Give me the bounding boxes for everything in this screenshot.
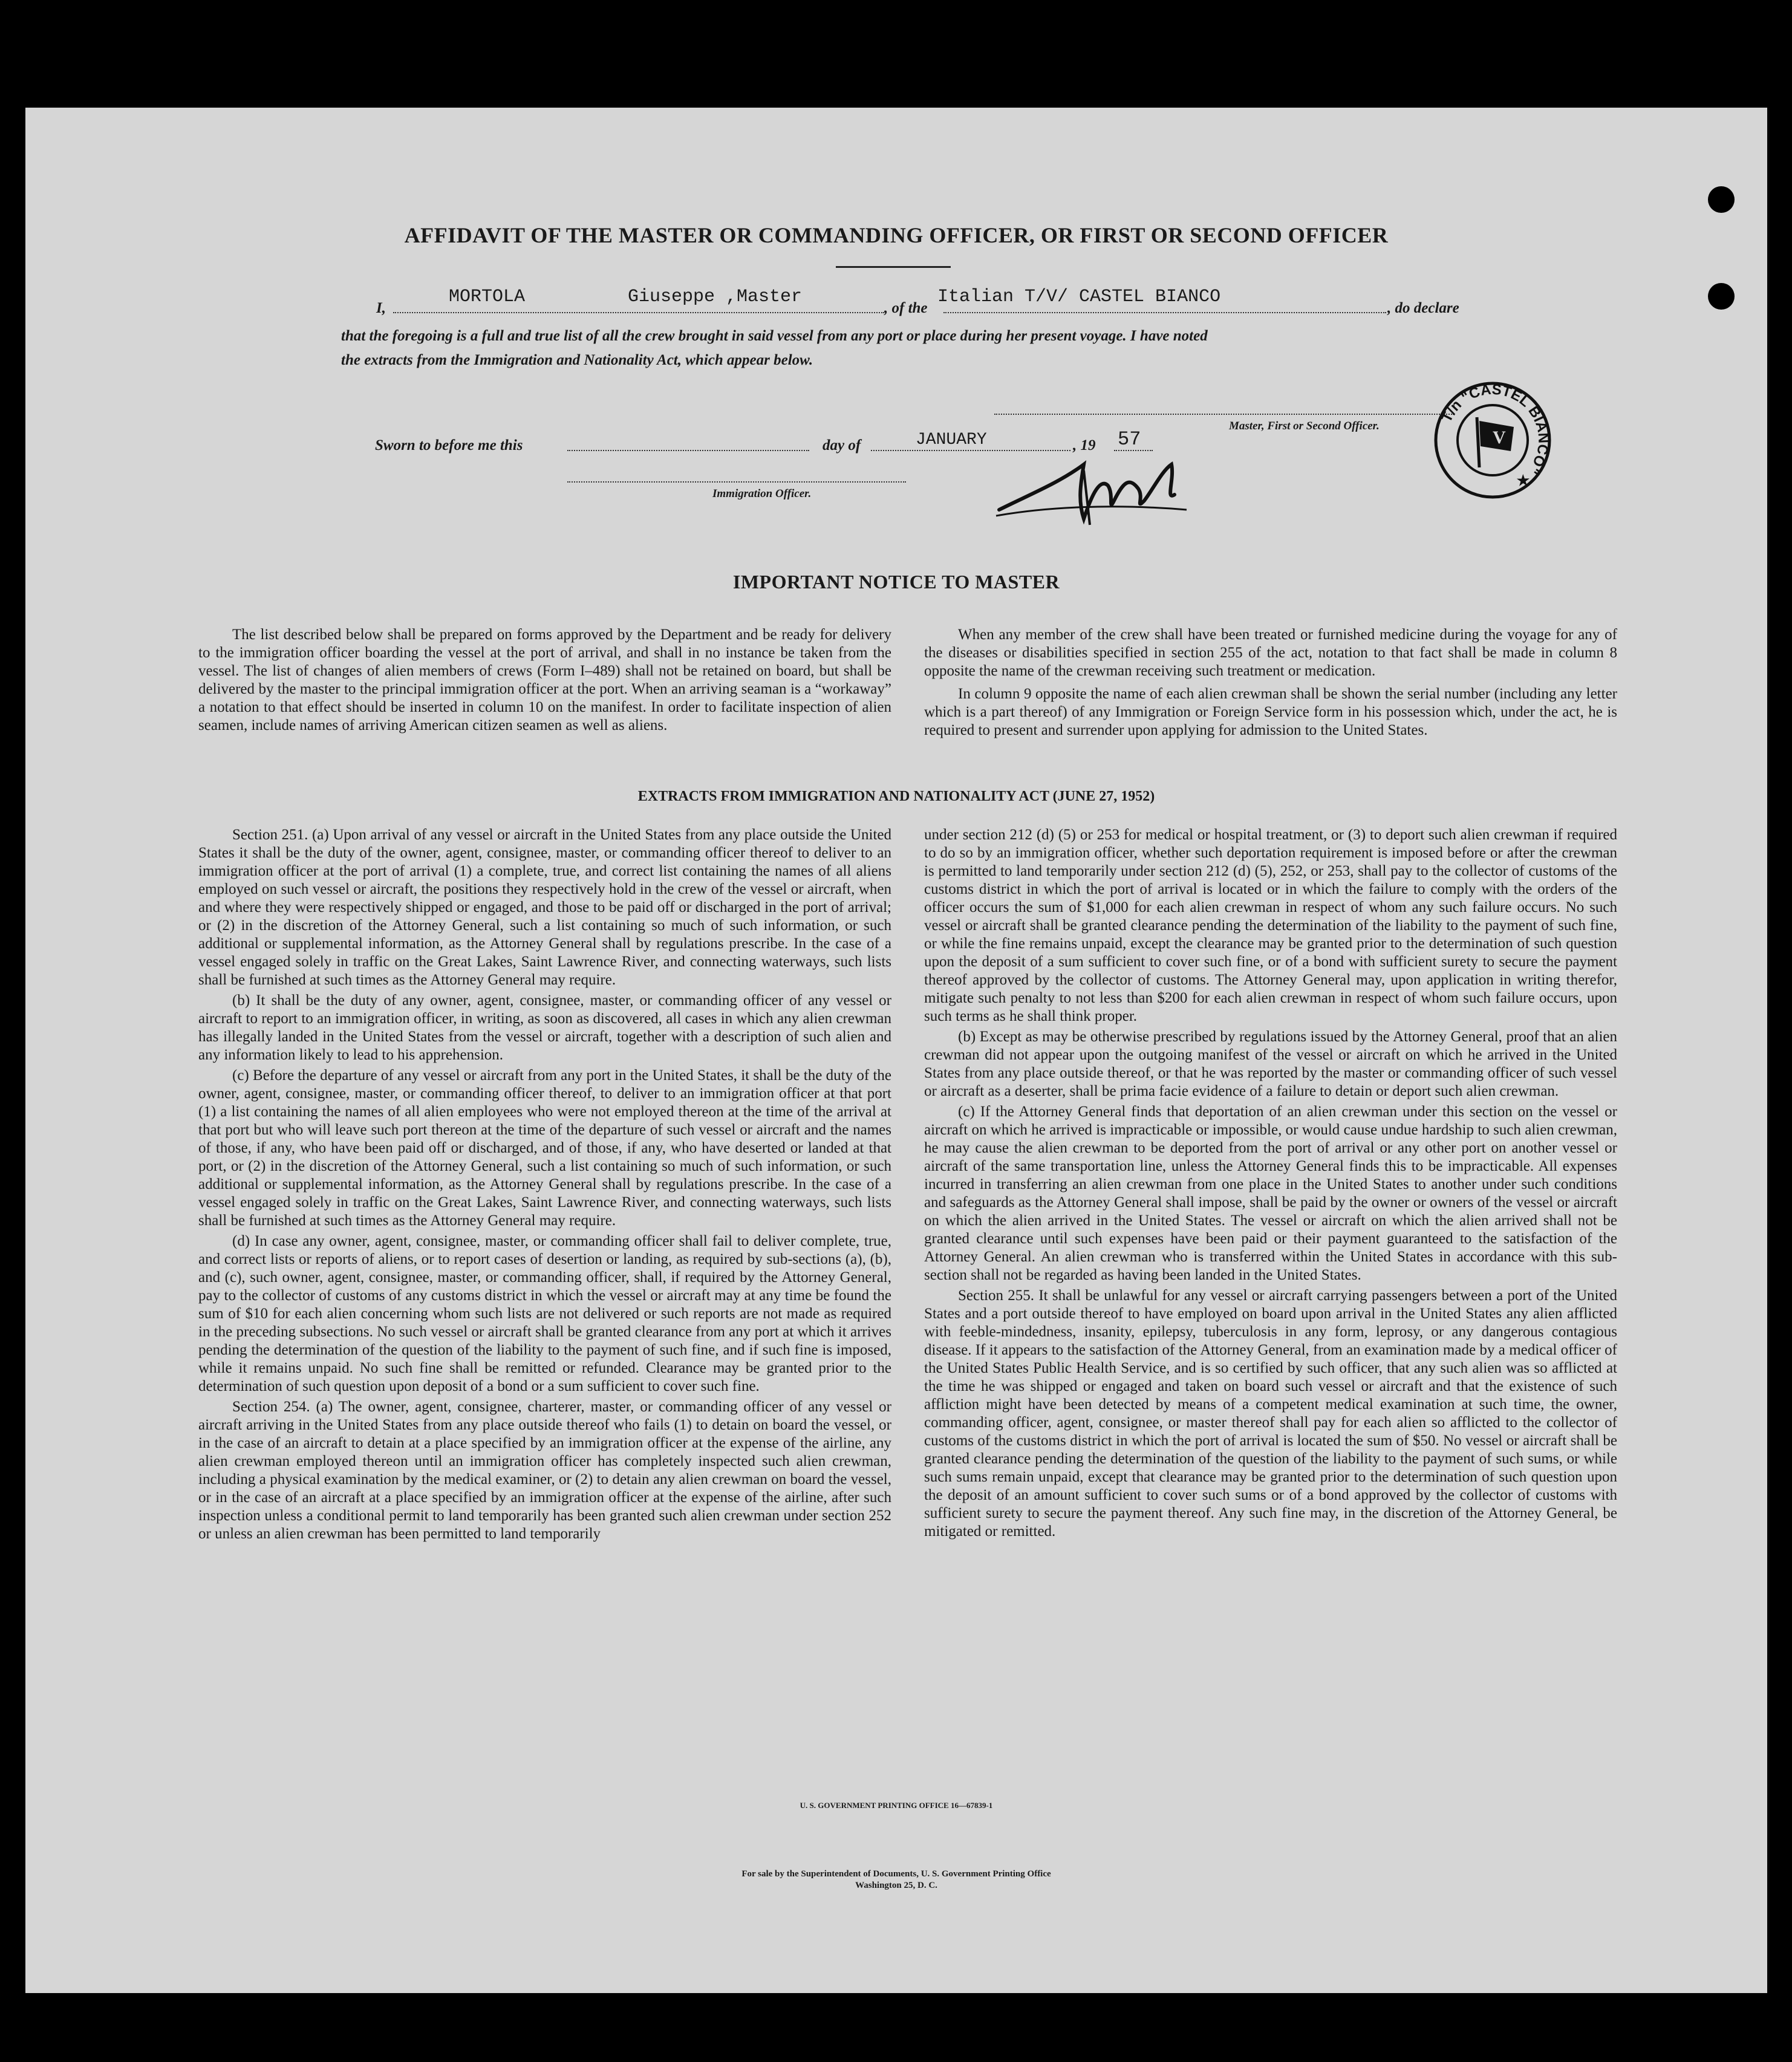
extracts-left-column bbox=[198, 826, 891, 1546]
notice-right-paragraph-2: In column 9 opposite the name of each alien crewman shall be shown the serial number (including any letter which is a part thereof) of any Immigration or Foreign Service form in his possession which, under the act, he is required to present and surrender upon applying for admission to the United States. bbox=[924, 686, 1617, 738]
sworn-day-line bbox=[567, 450, 809, 451]
year-value: 57 bbox=[1118, 428, 1141, 450]
declaration-line-1: that the foregoing is a full and true list of all the crew brought in said vessel from any port or place during her present voyage. I have noted bbox=[341, 328, 1208, 344]
ship-seal bbox=[1432, 380, 1553, 501]
signature-line bbox=[994, 414, 1454, 415]
extract-paragraph: (c) Before the departure of any vessel or aircraft from any port in the United States, it shall be the duty of the owner, agent, consignee, master, or commanding officer thereof, to deliver to an immigration officer at that port (1) a list containing the names of all alien employees who were not employed thereon at the time of the arrival at that port but who will leave such port thereon at the time of the departure of such vessel or aircraft and the names of those, if any, who have been paid off or discharged, and of those, if any, who have deserted or landed at that port, or (2) in the discretion of the Attorney General, such a list containing so much of such information, or such additional or supplemental information, as the Attorney General shall by regulations prescribe. In the case of a vessel engaged solely in traffic on the Great Lakes, Saint Lawrence River, and connecting waterways, such lists shall be furnished at such times as the Attorney General may require. bbox=[198, 1067, 891, 1229]
day-of-label: day of bbox=[823, 437, 861, 454]
vessel-field-line bbox=[943, 312, 1386, 313]
officer-label: Immigration Officer. bbox=[712, 487, 812, 500]
sale-line-2: Washington 25, D. C. bbox=[855, 1881, 937, 1890]
affidavit-title: AFFIDAVIT OF THE MASTER OR COMMANDING OFFICER, OR FIRST OR SECOND OFFICER bbox=[404, 223, 1389, 247]
notice-left-column bbox=[198, 626, 891, 737]
name-field-line bbox=[393, 312, 884, 313]
extract-paragraph: (b) Except as may be otherwise prescribed by regulations issued by the Attorney General, proof that an alien crewman did not appear upon the outgoing manifest of the vessel or aircraft on which he arrived in the United States from any place outside thereof, or that he was reported by the master or commanding officer of such vessel or aircraft as a deserter, shall be prima facie evidence of a failure to detain or deport such alien crewman. bbox=[924, 1029, 1617, 1099]
master-label: Master, First or Second Officer. bbox=[1229, 420, 1380, 432]
notice-right-column bbox=[924, 626, 1617, 742]
extract-paragraph: (c) If the Attorney General finds that deportation of an alien crewman under this section on the vessel or aircraft on which he arrived is impracticable or impossible, or would cause undue hardship to such alien crewman, he may cause the alien crewman to be deported from the port of arrival or any other port on another vessel or aircraft of the same transportation line, unless the Attorney General finds this to be impracticable. All expenses incurred in transferring an alien crewman from one place in the United States to another under such conditions and safeguards as the Attorney General shall impose, shall be paid by the owner or owners of the vessel or aircraft on which the alien arrived in the United States. The vessel or aircraft on which the alien arrived shall not be granted clearance until such expenses have been paid or their payment guaranteed to the satisfaction of the Attorney General. An alien crewman who is transferred within the United States in accordance with this sub-section shall not be regarded as having been landed in the United States. bbox=[924, 1104, 1617, 1283]
extract-paragraph: Section 254. (a) The owner, agent, consignee, charterer, master, or commanding officer of any vessel or aircraft arriving in the United States from any place outside thereof who fails (1) to detain on board the vessel, or in the case of an aircraft to detain at a place specified by an immigration officer at the expense of the airline, any alien crewman employed thereon until an immigration officer has completely inspected such alien crewman, including a physical examination by the medical examiner, or (2) to detain any alien crewman on board the vessel, or in the case of an aircraft at a place specified by an immigration officer at the expense of the airline, after such inspection unless a conditional permit to land temporarily has been granted such alien crewman under section 252 or unless an alien crewman has been permitted to land temporarily bbox=[198, 1399, 891, 1542]
extract-paragraph: Section 251. (a) Upon arrival of any vessel or aircraft in the United States from any place outside the United States it shall be the duty of the owner, agent, consignee, master, or commanding officer thereof to deliver to an immigration officer at the port of arrival (1) a complete, true, and correct list containing the names of all aliens employed on such vessel or aircraft, the positions they respectively hold in the crew of the vessel or aircraft, when and where they were respectively shipped or engaged, and those to be paid off or discharged in the port of arrival; or (2) in the discretion of the Attorney General, such a list containing so much of such information, or such additional or supplemental information, as the Attorney General shall by regulations prescribe. In the case of a vessel engaged solely in traffic on the Great Lakes, Saint Lawrence River, and connecting waterways, such lists shall be furnished at such times as the Attorney General may require. bbox=[198, 827, 891, 988]
sworn-label: Sworn to before me this bbox=[375, 437, 523, 454]
punch-hole bbox=[1708, 186, 1735, 213]
extract-paragraph: (d) In case any owner, agent, consignee, master, or commanding officer shall fail to deliver complete, true, and correct lists or reports of aliens, or to report cases of desertion or landing, as required by sub-sections (a), (b), and (c), such owner, agent, consignee, master, or commanding officer, shall, if required by the Attorney General, pay to the collector of customs of any customs district in which the vessel or aircraft may at any time be found the sum of $10 for each alien concerning whom such lists are not delivered or such reports are not made as required in the preceding subsections. No such vessel or aircraft shall be granted clearance from any port at which it arrives pending the determination of the question of the liability to the payment of such fine, and if such fine is imposed, while it remains unpaid. No such fine shall be remitted or refunded. Clearance may be granted prior to the determination of such question upon deposit of a bond or a sum sufficient to cover such fine. bbox=[198, 1233, 891, 1394]
declaration-line-2: the extracts from the Immigration and Nationality Act, which appear below. bbox=[341, 352, 813, 368]
of-the-label: , of the bbox=[884, 300, 928, 316]
document-page bbox=[25, 108, 1767, 1993]
extract-paragraph: under section 212 (d) (5) or 253 for medical or hospital treatment, or (3) to deport such alien crewman if required to do so by an immigration officer, whether such deportation requirement is imposed before or after the crewman is permitted to land temporarily under section 212 (d) (5), 252, or 253, shall pay to the collector of customs of the customs district in which the port of arrival is located or in which the failure to comply with the orders of the officer occurs the sum of $1,000 for each alien crewman in respect of whom any such failure occurs. No such vessel or aircraft shall be granted clearance pending the determination of the liability to the payment of such fine, or while the fine remains unpaid, except the clearance may be granted prior to the determination of such question upon the deposit of a sum sufficient to cover such fine, or of a bond with sufficient surety to secure the payment thereof approved by the collector of customs. The Attorney General may, upon application in writing therefor, mitigate such penalty to not less than $200 for each alien crewman in respect of whom such failure occurs, upon such terms as he shall think proper. bbox=[924, 827, 1617, 1024]
extract-paragraph: (b) It shall be the duty of any owner, agent, consignee, master, or commanding officer of any vessel or aircraft to report to an immigration officer, in writing, as soon as discovered, all cases in which any alien crewman has illegally landed in the United States from the vessel or aircraft, together with a description of such alien and any information likely to lead to his apprehension. bbox=[198, 992, 891, 1063]
i-label: I, bbox=[376, 300, 386, 316]
do-declare-label: , do declare bbox=[1387, 300, 1459, 316]
printing-office-line: U. S. GOVERNMENT PRINTING OFFICE 16—67839-1 bbox=[800, 1801, 993, 1810]
svg-text:V: V bbox=[1493, 428, 1506, 447]
vessel-value: Italian T/V/ CASTEL BIANCO bbox=[937, 287, 1221, 307]
notice-title: IMPORTANT NOTICE TO MASTER bbox=[732, 571, 1060, 593]
punch-hole bbox=[1708, 283, 1735, 310]
svg-text:T/n "CASTEL BIANCO" ★: T/n "CASTEL BIANCO" ★ bbox=[1438, 381, 1552, 491]
month-line bbox=[871, 450, 1070, 451]
month-value: JANUARY bbox=[916, 431, 987, 449]
master-signature bbox=[993, 452, 1193, 531]
officer-signature-line bbox=[567, 481, 906, 483]
title-rule bbox=[836, 266, 951, 268]
extracts-right-column bbox=[924, 826, 1617, 1543]
notice-right-paragraph-1: When any member of the crew shall have been treated or furnished medicine during the voyage for any of the diseases or disabilities specified in section 255 of the act, notation to that fact shall be made in column 8 opposite the name of the crewman receiving such treatment or medication. bbox=[924, 626, 1617, 679]
given-name-value: Giuseppe ,Master bbox=[628, 287, 803, 307]
year-prefix: , 19 bbox=[1073, 437, 1096, 454]
notice-left-paragraph: The list described below shall be prepared on forms approved by the Department and be ready for delivery to the immigration officer boarding the vessel at the port of arrival, and shall in no instance be taken from the vessel. The list of changes of alien members of crews (Form I–489) shall not be retained on board, but shall be delivered by the master to the principal immigration officer at the port. When an arriving seaman is a “workaway” a notation to that effect should be inserted in column 10 on the manifest. In order to facilitate inspection of alien seamen, include names of arriving American citizen seamen as well as aliens. bbox=[198, 626, 891, 733]
sale-line-1: For sale by the Superintendent of Documents, U. S. Government Printing Office bbox=[741, 1869, 1051, 1879]
extract-paragraph: Section 255. It shall be unlawful for any vessel or aircraft carrying passengers between a port of the United States and a port outside thereof to have employed on board upon arrival in the United States any alien afflicted with feeble-mindedness, insanity, epilepsy, tuberculosis in any form, leprosy, or any dangerous contagious disease. If it appears to the satisfaction of the Attorney General, from an examination made by a medical officer of the United States Public Health Service, and is so certified by such officer, that any such alien was so afflicted at the time he was shipped or engaged and taken on board such vessel or aircraft and that the existence of such affliction might have been detected by means of a competent medical examination at such time, the owner, commanding officer, agent, consignee, or master thereof shall pay for each alien so afflicted to the collector of customs of the customs district in which the port of arrival is located the sum of $50. No vessel or aircraft shall be granted clearance pending the determination of the question of the liability to the payment of such sums, or while such sums remain unpaid, except that clearance may be granted prior to the determination of such question upon the deposit of an amount sufficient to cover such sums or of a bond approved by the collector of customs with sufficient surety to secure the payment thereof. Any such fine may, in the discretion of the Attorney General, be mitigated or remitted. bbox=[924, 1287, 1617, 1540]
surname-value: MORTOLA bbox=[449, 287, 526, 307]
extracts-title: EXTRACTS FROM IMMIGRATION AND NATIONALITY ACT (JUNE 27, 1952) bbox=[637, 789, 1155, 804]
